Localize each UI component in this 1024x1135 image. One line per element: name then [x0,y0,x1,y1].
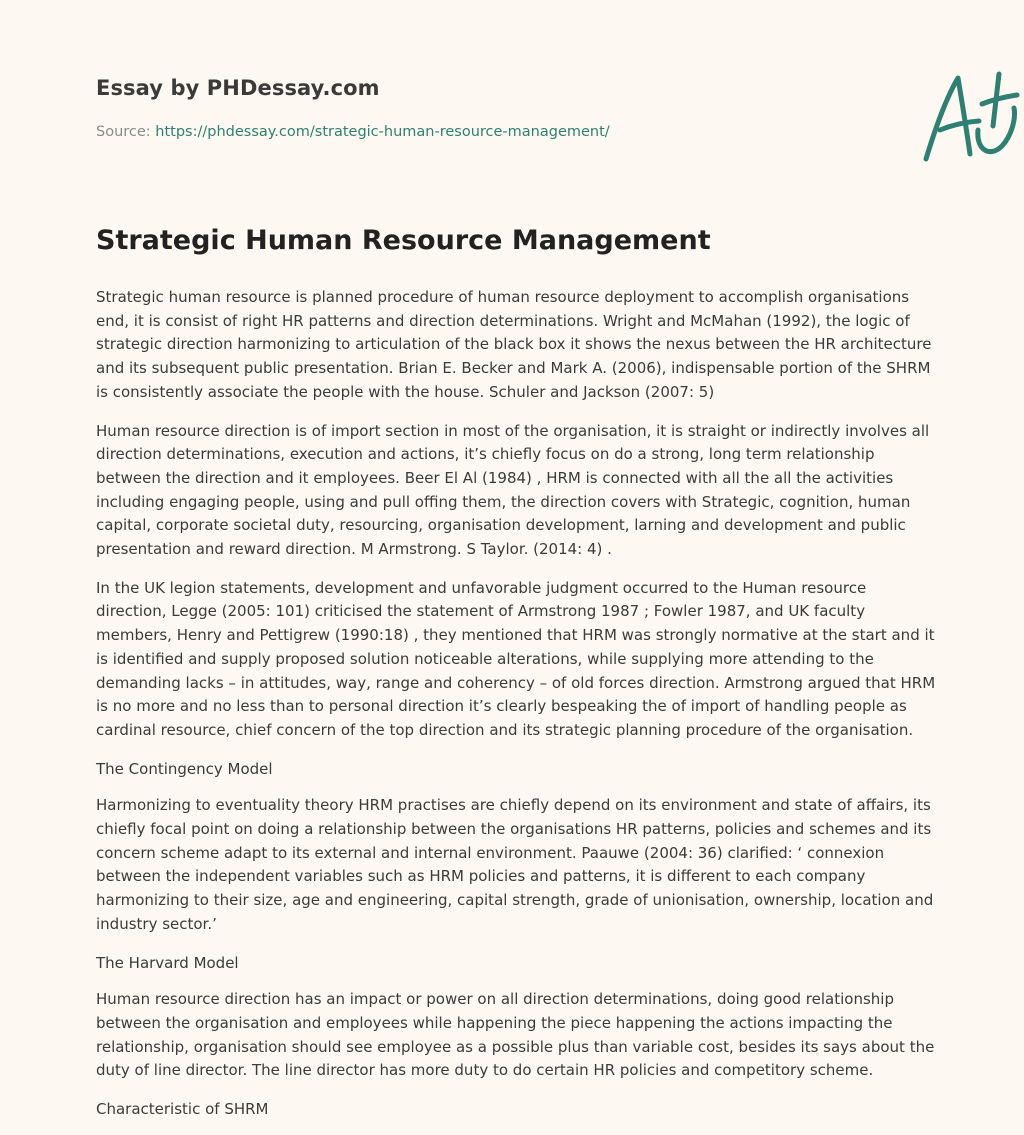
paragraph: Harmonizing to eventuality theory HRM practises are chiefly depend on its environment and state of affairs, its chiefly focal point on doing a relationship between the organisations HR patterns, policies and schemes and its concern scheme adapt to its external and internal environment. Paauwe (2004: 36) clarified: ‘ connexion between the independent variables such as HRM policies and patterns, it is different to each company harmonizing to their size, age and engineering, capital strength, grade of unionisation, ownership, location and industry sector.’ [96,796,934,933]
section-heading-characteristic-of-shrm: Characteristic of SHRM [96,1100,269,1119]
brand-title: Essay by PHDessay.com [96,76,380,100]
paragraph: Human resource direction has an impact or power on all direction determinations, doing good relationship between the organisation and employees while happening the piece happening the actions impacting the relationship, organisation should see employee as a possible plus than variable cost, besides its says about the duty of line director. The line director has more duty to do certain HR policies and competitory scheme. [96,990,935,1080]
essay-body [96,286,938,1135]
a-plus-logo-icon [916,66,1024,166]
paragraph: Human resource direction is of import section in most of the organisation, it is straight or indirectly involves all direction determinations, execution and actions, it’s chiefly focus on do a strong, long term relationship between the direction and it employees. Beer El Al (1984) , HRM is connected with all the all the activities including engaging people, using and pull offing them, the direction covers with Strategic, cognition, human capital, corporate societal duty, resourcing, organisation development, larning and development and public presentation and reward direction. M Armstrong. S Taylor. (2014: 4) . [96,421,930,559]
source-line [96,124,610,140]
source-link[interactable]: https://phdessay.com/strategic-human-resource-management/ [155,124,610,140]
section-heading-contingency-model: The Contingency Model [96,759,273,778]
paragraph: In the UK legion statements, development and unfavorable judgment occurred to the Human resource direction, Legge (2005: 101) criticised the statement of Armstrong 1987 ; Fowler 1987, and UK faculty members, Henry and Pettigrew (1990:18) , they mentioned that HRM was strongly normative at the start and it is identified and supply proposed solution noticeable alterations, while supplying more attending to the demanding lacks – in attitudes, way, range and coherency – of old forces direction. Armstrong argued that HRM is no more and no less than to personal direction it’s clearly bespeaking the of import of handling people as cardinal resource, chief concern of the top direction and its strategic planning procedure of the organisation. [96,578,936,739]
paragraph: Strategic human resource is planned procedure of human resource deployment to accomplish organisations end, it is consist of right HR patterns and direction determinations. Wright and McMahan (1992), the logic of strategic direction harmonizing to articulation of the black box it shows the nexus between the HR architecture and its subsequent public presentation. Brian E. Becker and Mark A. (2006), indispensable portion of the SHRM is consistently associate the people with the house. Schuler and Jackson (2007: 5) [96,288,932,401]
essay-title: Strategic Human Resource Management [96,225,711,256]
section-heading-harvard-model: The Harvard Model [96,953,239,972]
source-label: Source: [96,124,151,140]
